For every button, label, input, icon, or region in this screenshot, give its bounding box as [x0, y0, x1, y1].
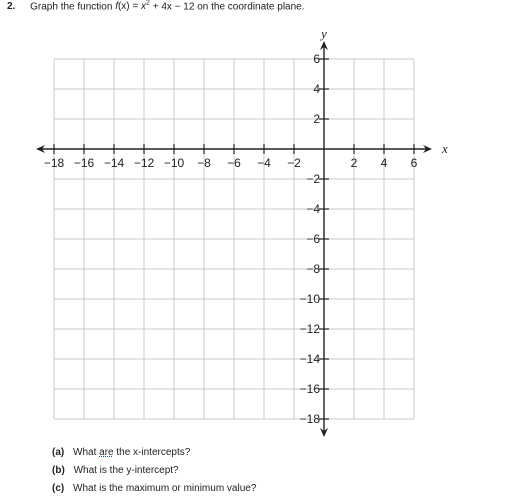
- question-text-pre: What is the maximum or minimum value?: [73, 483, 257, 494]
- term-exponent: 2: [146, 0, 150, 7]
- problem-rest: + 4x − 12 on the coordinate plane.: [152, 1, 305, 13]
- y-tick-label: −14: [299, 352, 320, 366]
- x-axis-label: x: [442, 141, 448, 156]
- question-c: [52, 480, 256, 498]
- x-tick-label: −6: [227, 156, 241, 170]
- question-b: [52, 462, 256, 480]
- x-tick-label: −10: [163, 156, 185, 170]
- question-label: (c): [52, 483, 65, 494]
- y-tick-label: −6: [306, 232, 320, 246]
- y-tick-label: 4: [313, 82, 320, 96]
- x-tick-label: −14: [103, 156, 125, 170]
- question-text-post: y-intercept?: [126, 465, 179, 476]
- y-tick-label: −4: [306, 202, 320, 216]
- y-tick-label: −2: [306, 172, 320, 186]
- y-tick-label: −12: [299, 322, 320, 336]
- question-list: [52, 444, 256, 498]
- equals-sign: =: [132, 1, 139, 13]
- question-label: (b): [52, 465, 65, 476]
- y-tick-label: −10: [299, 292, 320, 306]
- question-underlined-word: are: [99, 447, 114, 458]
- problem-number: 2.: [7, 1, 16, 13]
- y-tick-label: −8: [306, 262, 320, 276]
- x-tick-label: −4: [257, 156, 271, 170]
- function-name: f: [115, 1, 118, 13]
- x-tick-label: −16: [73, 156, 95, 170]
- question-label: (a): [52, 447, 65, 458]
- x-tick-label: −12: [133, 156, 155, 170]
- y-axis-label: y: [321, 26, 327, 41]
- problem-intro: Graph the function: [30, 1, 113, 13]
- x-tick-label: −2: [287, 156, 301, 170]
- term-variable: x: [141, 1, 147, 13]
- question-a: [52, 444, 256, 462]
- question-text-pre: What: [73, 447, 97, 458]
- x-tick-label: 2: [350, 156, 358, 170]
- x-tick-label: 4: [380, 156, 388, 170]
- question-text-post: the x-intercepts?: [116, 447, 191, 458]
- y-tick-label: −16: [299, 382, 320, 396]
- x-tick-label: −8: [197, 156, 211, 170]
- question-text-pre: What is the: [73, 465, 124, 476]
- y-tick-label: 6: [313, 52, 320, 66]
- function-argument: (x): [117, 1, 130, 13]
- y-tick-label: 2: [313, 112, 320, 126]
- y-tick-label: −18: [299, 412, 320, 426]
- x-tick-label: 6: [410, 156, 418, 170]
- x-tick-label: −18: [43, 156, 65, 170]
